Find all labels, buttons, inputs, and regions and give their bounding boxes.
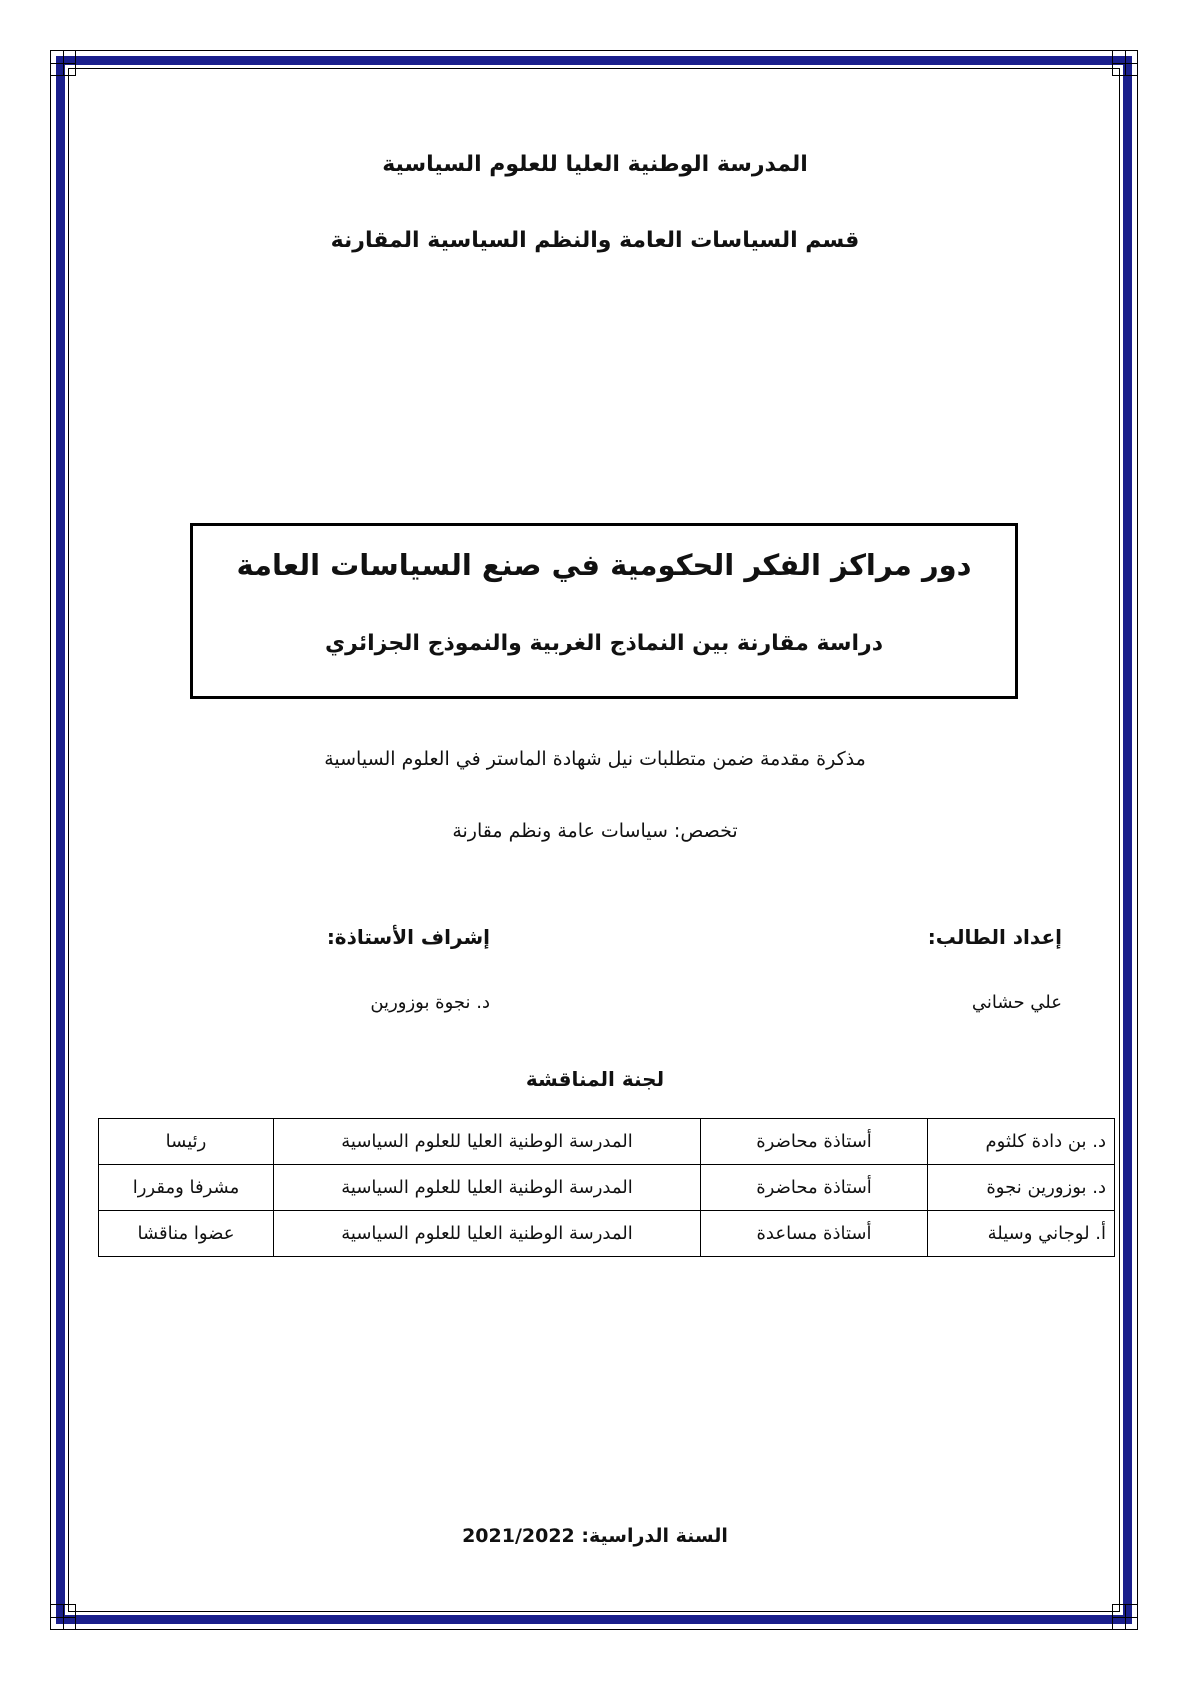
member-institution: المدرسة الوطنية العليا للعلوم السياسية [274, 1119, 701, 1165]
department-name: قسم السياسات العامة والنظم السياسية المقارنة [330, 228, 860, 253]
member-institution: المدرسة الوطنية العليا للعلوم السياسية [274, 1165, 701, 1211]
member-role: عضوا مناقشا [99, 1211, 274, 1257]
committee-table [98, 1118, 1115, 1257]
thesis-title-box [190, 523, 1018, 699]
committee-title: لجنة المناقشة [525, 1067, 665, 1091]
corner-ornament-top-left [50, 50, 76, 76]
specialty-line: تخصص: سياسات عامة ونظم مقارنة [452, 820, 738, 842]
school-name: المدرسة الوطنية العليا للعلوم السياسية [382, 152, 808, 177]
memo-statement: مذكرة مقدمة ضمن متطلبات نيل شهادة الماستر في العلوم السياسية [324, 748, 866, 770]
supervisor-label: إشراف الأستاذة: [326, 925, 490, 949]
corner-ornament-top-right [1112, 50, 1138, 76]
corner-ornament-bottom-right [1112, 1604, 1138, 1630]
corner-ornament-bottom-left [50, 1604, 76, 1630]
member-institution: المدرسة الوطنية العليا للعلوم السياسية [274, 1211, 701, 1257]
table-row [99, 1211, 1115, 1257]
table-row [99, 1119, 1115, 1165]
member-rank: أستاذة مساعدة [701, 1211, 928, 1257]
student-label: إعداد الطالب: [927, 925, 1062, 949]
thesis-subtitle: دراسة مقارنة بين النماذج الغربية والنموذج الجزائري [324, 631, 883, 656]
student-name: علي حشاني [971, 992, 1062, 1013]
member-name: د. بوزورين نجوة [928, 1165, 1115, 1211]
supervisor-name: د. نجوة بوزورين [370, 992, 490, 1013]
member-rank: أستاذة محاضرة [701, 1165, 928, 1211]
member-name: أ. لوجاني وسيلة [928, 1211, 1115, 1257]
table-row [99, 1165, 1115, 1211]
member-rank: أستاذة محاضرة [701, 1119, 928, 1165]
member-role: مشرفا ومقررا [99, 1165, 274, 1211]
member-name: د. بن دادة كلثوم [928, 1119, 1115, 1165]
thesis-title: دور مراكز الفكر الحكومية في صنع السياسات العامة [236, 548, 972, 582]
academic-year: السنة الدراسية: 2021/2022 [462, 1525, 728, 1547]
member-role: رئيسا [99, 1119, 274, 1165]
